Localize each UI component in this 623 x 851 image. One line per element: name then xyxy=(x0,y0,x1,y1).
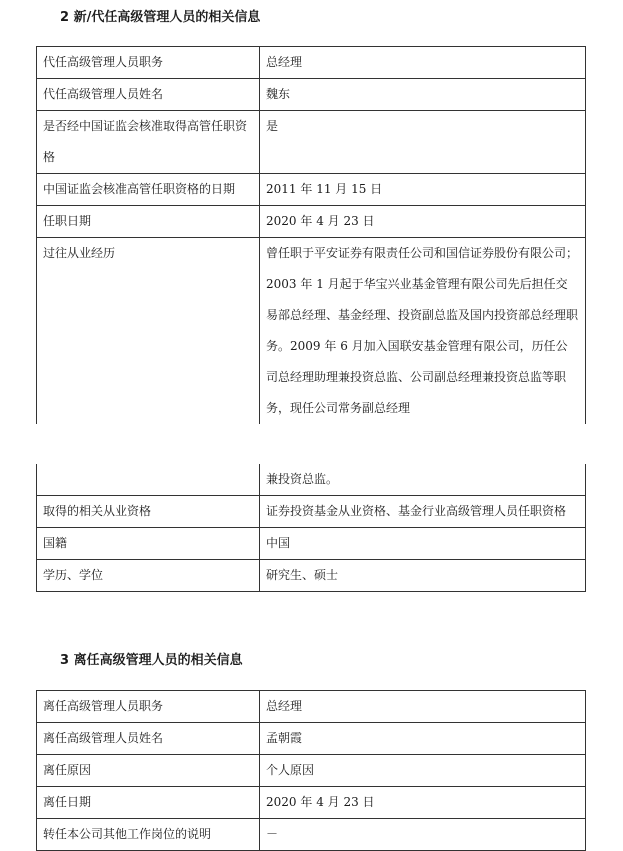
table-row xyxy=(37,496,586,528)
row-label: 代任高级管理人员姓名 xyxy=(37,79,260,111)
section-2-title: 2 新/代任高级管理人员的相关信息 xyxy=(60,10,261,25)
row-value: 2020 年 4 月 23 日 xyxy=(260,787,586,819)
row-label: 转任本公司其他工作岗位的说明 xyxy=(37,819,260,851)
row-label: 离任高级管理人员姓名 xyxy=(37,723,260,755)
row-value: 总经理 xyxy=(260,691,586,723)
row-value: － xyxy=(260,819,586,851)
table-row xyxy=(37,691,586,723)
row-label: 代任高级管理人员职务 xyxy=(37,47,260,79)
row-label: 是否经中国证监会核准取得高管任职资格 xyxy=(37,111,260,174)
table-row xyxy=(37,560,586,592)
row-value: 中国 xyxy=(260,528,586,560)
new-manager-table-continued xyxy=(36,464,586,592)
row-label xyxy=(37,464,260,496)
departing-manager-table xyxy=(36,690,586,851)
row-value: 2011 年 11 月 15 日 xyxy=(260,174,586,206)
row-value: 孟朝霞 xyxy=(260,723,586,755)
table-row xyxy=(37,47,586,79)
table-row xyxy=(37,174,586,206)
table-row xyxy=(37,206,586,238)
table-row xyxy=(37,787,586,819)
row-value: 证券投资基金从业资格、基金行业高级管理人员任职资格 xyxy=(260,496,586,528)
row-value: 魏东 xyxy=(260,79,586,111)
row-label: 中国证监会核准高管任职资格的日期 xyxy=(37,174,260,206)
row-label: 离任高级管理人员职务 xyxy=(37,691,260,723)
row-label: 任职日期 xyxy=(37,206,260,238)
row-value: 总经理 xyxy=(260,47,586,79)
table-row xyxy=(37,528,586,560)
table-row xyxy=(37,723,586,755)
new-manager-table xyxy=(36,46,586,424)
table-row xyxy=(37,111,586,174)
row-label: 离任原因 xyxy=(37,755,260,787)
row-value: 2020 年 4 月 23 日 xyxy=(260,206,586,238)
table-row xyxy=(37,755,586,787)
table-row xyxy=(37,238,586,425)
row-value: 兼投资总监。 xyxy=(260,464,586,496)
row-label: 离任日期 xyxy=(37,787,260,819)
row-label: 过往从业经历 xyxy=(37,238,260,425)
row-label: 学历、学位 xyxy=(37,560,260,592)
table-row xyxy=(37,819,586,851)
row-value: 是 xyxy=(260,111,586,174)
row-value: 个人原因 xyxy=(260,755,586,787)
table-row xyxy=(37,79,586,111)
row-label: 国籍 xyxy=(37,528,260,560)
section-3-title: 3 离任高级管理人员的相关信息 xyxy=(60,653,243,668)
row-value: 曾任职于平安证券有限责任公司和国信证券股份有限公司；2003 年 1 月起于华宝兴业基金管理有限公司先后担任交易部总经理、基金经理、投资副总监及国内投资部总经理职务。2009 年 6 月加入国联安基金管理有限公司，历任公司总经理助理兼投资总监、公司副总经理兼投资总监等职务，现任公司常务副总经理 xyxy=(260,238,586,425)
row-value: 研究生、硕士 xyxy=(260,560,586,592)
table-row xyxy=(37,464,586,496)
row-label: 取得的相关从业资格 xyxy=(37,496,260,528)
